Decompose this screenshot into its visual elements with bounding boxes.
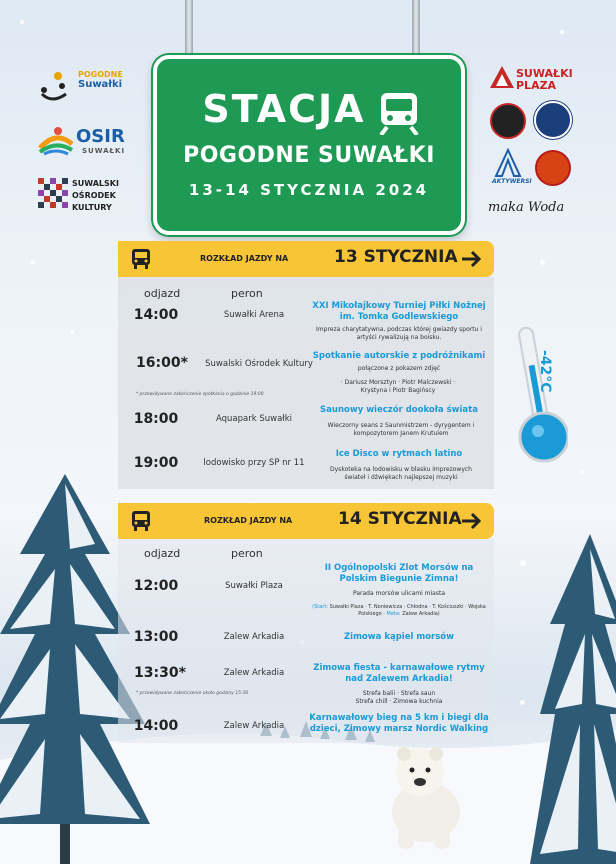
logo-aktywersi-text: AKTYWERSI [492,178,532,185]
row-time: 13:30* [134,665,186,681]
row-event-route [308,604,490,618]
logo-sok-line3: KULTURY [72,203,112,212]
sun-face-icon [38,70,74,106]
route-start-label: (Start: [312,604,328,610]
red-seal-logo-icon [535,150,571,186]
row-time: 12:00 [133,578,179,594]
logo-pogodne-line1: POGODNE [78,70,123,79]
logo-plaza-line2: PLAZA [516,79,557,92]
row-time: 14:00 [133,718,179,734]
column-header-departure: odjazd [144,287,181,300]
logo-osir-text: OSIR [76,126,125,147]
logo-pogodne-suwalki [38,70,123,110]
logo-makawoda-text: maka Woda [488,200,565,215]
osir-figure-icon [38,126,74,156]
row-event-title: II Ogólnopolski Zlot Morsów na Polskim Biegunie Zimna! [324,563,474,584]
sign-subtitle: POGODNE SUWAŁKI [183,143,435,168]
row-event-desc: Strefa balii · Strefa saun [362,690,436,697]
arrow-right-icon [460,248,482,270]
sportowe-suwalki-logo-icon [534,101,572,139]
row-place: Aquapark Suwałki [215,414,293,424]
logo-makawoda [488,196,564,215]
schedule-day2-date: 14 STYCZNIA [338,509,462,529]
sign-pole-left [185,0,193,62]
sign-title: STACJA [202,87,366,131]
logo-osir [38,126,126,160]
row-event-title: Zimowa fiesta - karnawałowe rytmy nad Zalewem Arkadia! [313,663,485,684]
row-time: 13:00 [133,629,179,645]
schedule-day1-header [118,241,494,277]
row-place: Zalew Arkadia [223,632,285,642]
logo-osir-sub: SUWAŁKI [82,147,126,155]
arrow-right-icon [460,510,482,532]
logo-aktywersi [492,148,532,185]
row-event-desc: połączone z pokazem zdjęć [357,365,441,372]
row-place: lodowisko przy SP nr 11 [203,458,305,468]
logo-plaza-line1: SUWAŁKI [516,67,573,80]
bus-icon [132,511,150,531]
schedule-day1-body [118,277,494,489]
row-event-desc-2: Strefa chill · Zimowa kuchnia [355,698,443,705]
schedule-day2-body [118,539,494,743]
thermometer-icon [498,325,568,470]
bus-icon [132,249,150,269]
polar-bear-cub-image [380,742,470,852]
plaza-triangle-icon [490,66,514,88]
row-place: Zalew Arkadia [223,668,285,678]
schedule-day1-footnote: * przewidywane zakończenie spotkania o godzinie 19:00 [136,392,264,397]
logo-pogodne-line2: Suwałki [78,79,123,90]
schedule-day2-label: ROZKŁAD JAZDY NA [204,516,293,525]
row-time: 14:00 [133,307,179,323]
bowling-logo-icon [490,103,526,139]
row-time: 18:00 [133,411,179,427]
logo-sok-line1: SUWALSKI [72,179,119,188]
row-event-title: Spotkanie autorskie z podróżnikami [312,351,486,361]
route-end-label: Meta: [386,611,401,617]
train-icon [379,93,419,135]
sign-pole-right [412,0,420,62]
logo-suwalki-plaza [490,66,573,92]
column-header-departure: odjazd [144,547,181,560]
logo-sok-line2: OŚRODEK [72,191,116,200]
route-end: Zalew Arkadia) [402,611,440,617]
row-event-title: Zimowa kąpiel morsów [344,632,454,642]
schedule-day1-label: ROZKŁAD JAZDY NA [200,254,289,263]
column-header-platform: peron [231,547,263,560]
row-time: 19:00 [133,455,179,471]
row-place: Zalew Arkadia [223,721,285,731]
logo-suwalski-osrodek-kultury [38,178,119,212]
row-time: 16:00* [136,355,188,371]
schedule-day1-date: 13 STYCZNIA [334,247,458,267]
row-event-title: Saunowy wieczór dookoła świata [320,405,478,415]
row-place: Suwałki Arena [223,310,285,320]
row-event-title: XXI Mikołajkowy Turniej Piłki Nożnej im. Tomka Godlewskiego [312,301,486,322]
schedule-day2-footnote: * przewidywane zakończenie około godziny 15:30 [136,691,249,696]
row-event-desc: Dyskoteka na lodowisku w blasku imprezowych świateł i dźwiękach najlepszej muzyki [330,466,472,481]
row-event-title: Ice Disco w rytmach latino [335,449,463,459]
row-event-desc: Impreza charytatywna, podczas której gwiazdy sportu i artyści rywalizują na boisku. [316,326,482,341]
row-place: Suwałki Plaza [225,581,283,591]
row-event-desc-guests: · Dariusz Morsztyn · Piotr Malczewski · Krystyna i Piotr Bagińscy [340,379,456,394]
schedule-day2-header [118,503,494,539]
row-event-desc: Wieczorny seans z Saunmistrzem - dyrygentem i kompozytorem Janem Krutulem [327,422,475,437]
sign-dates: 13-14 STYCZNIA 2024 [188,181,430,199]
row-place: Suwalski Ośrodek Kultury [205,359,313,369]
row-event-desc: Parada morsów ulicami miasta [352,590,446,597]
temperature-reading: -42°C [537,350,553,393]
row-event-title: Karnawałowy bieg na 5 km i biegi dla dzieci, Zimowy marsz Nordic Walking [309,713,489,734]
sok-pixel-icon [38,178,68,208]
column-header-platform: peron [231,287,263,300]
aktywersi-a-icon [492,148,524,178]
route-main: Suwałki Plaza · T. Noniewicza · Chłodna · T. Kościuszki · Wojska Polskiego · [329,604,486,617]
snowy-tree-right [530,534,616,864]
station-sign [153,55,465,235]
